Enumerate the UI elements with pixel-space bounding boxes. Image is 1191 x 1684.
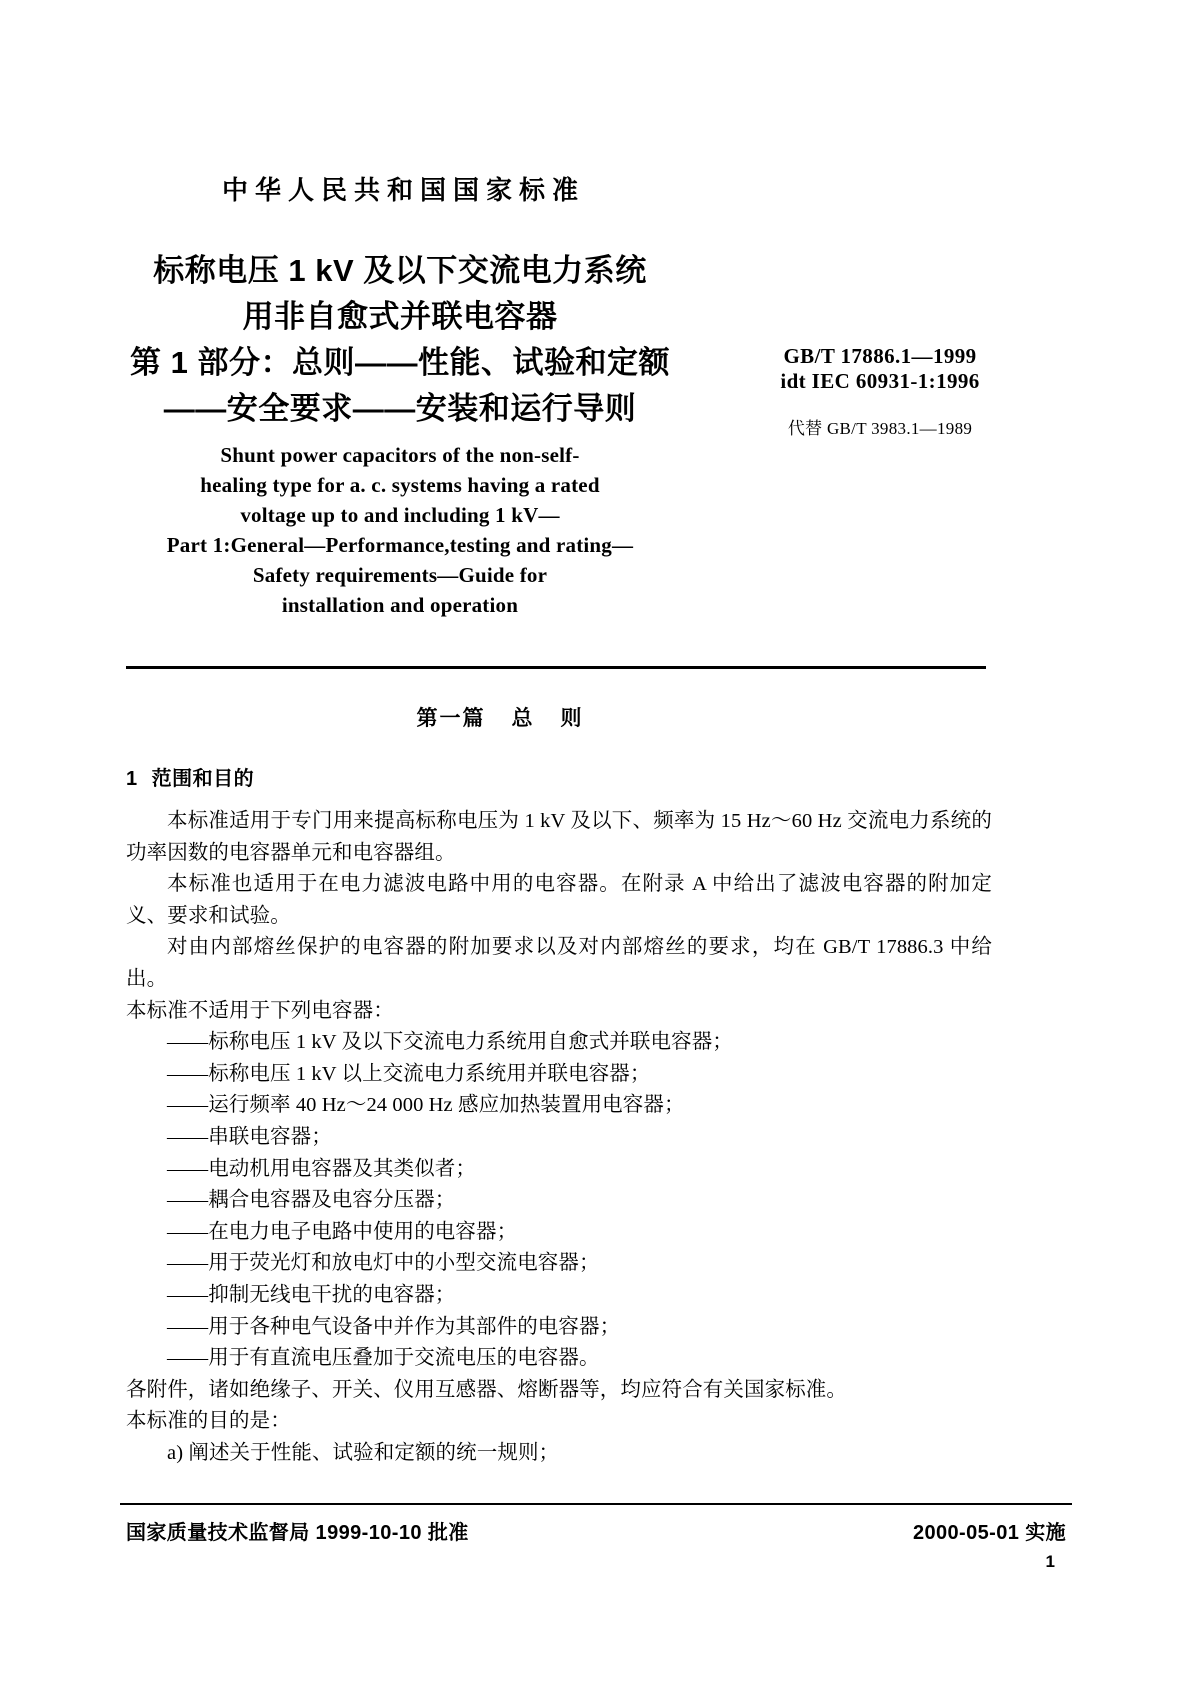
chinese-title-line-4: ——安全要求——安装和运行导则 [163,391,637,426]
chinese-title-line-3: 第 1 部分：总则——性能、试验和定额 [130,345,670,380]
english-title-line-1: Shunt power capacitors of the non-self- [220,443,580,467]
footer-implementation-text: 2000-05-01 实施 [912,1522,1066,1544]
paragraph-scope-1: 本标准适用于专门用来提高标称电压为 1 kV 及以下、频率为 15 Hz～60 Hz 交流电力系统的功率因数的电容器单元和电容器组。 [126,810,992,864]
footer [126,1516,1066,1545]
national-standard-banner: 中华人民共和国国家标准 [221,175,585,205]
chinese-title-line-1: 标称电压 1 kV 及以下交流电力系统 [153,253,647,288]
exclusion-item-11: ——用于有直流电压叠加于交流电压的电容器。 [167,1347,600,1370]
chinese-title-block [0,248,800,432]
exclusion-item-3: ——运行频率 40 Hz～24 000 Hz 感应加热装置用电容器； [167,1094,685,1117]
english-title-line-2: healing type for a. c. systems having a rated [200,473,600,497]
part-heading-title-2: 则 [560,707,584,730]
chinese-title-line-2: 用非自愈式并联电容器 [242,299,558,334]
exclusion-item-8: ——用于荧光灯和放电灯中的小型交流电容器； [167,1252,600,1275]
section-number: 1 [126,768,138,790]
footer-approval-text: 国家质量技术监督局 1999-10-10 批准 [126,1522,469,1544]
exclusion-item-9: ——抑制无线电干扰的电容器； [167,1283,456,1306]
title-divider-rule [126,666,986,669]
paragraph-accessories: 各附件，诸如绝缘子、开关、仪用互感器、熔断器等，均应符合有关国家标准。 [126,1378,847,1401]
footer-divider-rule [120,1503,1072,1505]
english-title-line-5: Safety requirements—Guide for [252,563,548,587]
exclusion-item-10: ——用于各种电气设备中并作为其部件的电容器； [167,1315,621,1338]
purpose-item-a: a) 阐述关于性能、试验和定额的统一规则； [167,1441,560,1464]
exclusion-item-2: ——标称电压 1 kV 以上交流电力系统用并联电容器； [167,1062,651,1085]
page-number: 1 [1045,1552,1055,1571]
part-heading-label: 第一篇 [416,707,486,730]
part-heading-title: 总 [511,707,535,730]
paragraph-exclusion-intro: 本标准不适用于下列电容器： [126,999,394,1022]
standard-identical-reference: idt IEC 60931-1:1996 [780,369,980,393]
standard-meta-block [740,344,1020,440]
exclusion-item-1: ——标称电压 1 kV 及以下交流电力系统用自愈式并联电容器； [167,1031,733,1054]
paragraph-scope-2: 本标准也适用于在电力滤波电路中用的电容器。在附录 A 中给出了滤波电容器的附加定义、要求和试验。 [126,873,992,927]
english-title-line-4: Part 1:General—Performance,testing and rating— [166,533,634,557]
exclusion-item-6: ——耦合电容器及电容分压器； [167,1189,456,1212]
exclusion-item-4: ——串联电容器； [167,1125,332,1148]
exclusion-item-5: ——电动机用电容器及其类似者； [167,1157,476,1180]
section-title: 范围和目的 [151,768,255,790]
english-title-line-6: installation and operation [281,593,519,617]
standard-replaces-note: 代替 GB/T 3983.1—1989 [787,419,973,438]
paragraph-scope-3: 对由内部熔丝保护的电容器的附加要求以及对内部熔丝的要求，均在 GB/T 17886.3 中给出。 [126,936,992,990]
english-title-block [0,440,800,620]
standard-number: GB/T 17886.1—1999 [783,344,977,368]
section-heading-scope-and-purpose [126,762,254,791]
paragraph-purpose-intro: 本标准的目的是： [126,1410,291,1433]
part-heading [0,702,1000,732]
exclusion-item-7: ——在电力电子电路中使用的电容器； [167,1220,518,1243]
body-text-container [126,806,992,1469]
english-title-line-3: voltage up to and including 1 kV— [240,503,560,527]
